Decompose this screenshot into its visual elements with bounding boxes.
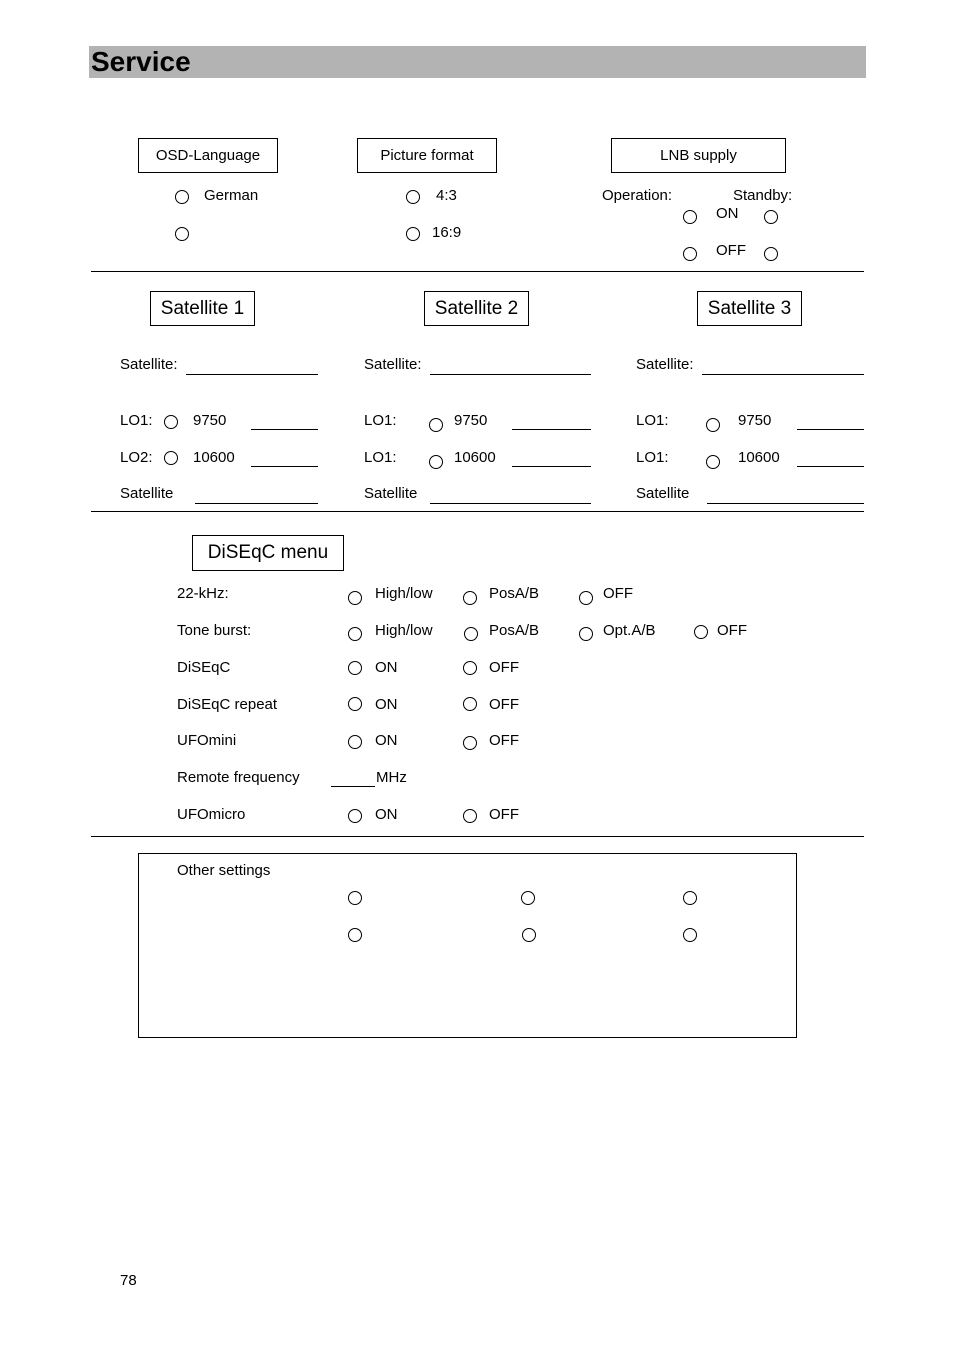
ufomini-off-label: OFF: [489, 732, 519, 749]
tone-optab-label: Opt.A/B: [603, 622, 656, 639]
tone-highlow-radio[interactable]: [348, 627, 362, 641]
other-radio-r2c2[interactable]: [522, 928, 536, 942]
sat3-lo-b-label: LO1:: [636, 449, 669, 466]
sat3-lo-a-field[interactable]: [797, 429, 864, 430]
sat3-lo-b-field[interactable]: [797, 466, 864, 467]
osd-german-label: German: [204, 187, 259, 204]
ufomini-label: UFOmini: [177, 732, 237, 749]
lnb-off-label: OFF: [716, 242, 746, 259]
sat1-satellite-field[interactable]: [186, 374, 318, 375]
sat2-lo-b-field[interactable]: [512, 466, 591, 467]
sat1-lo-b-field[interactable]: [251, 466, 318, 467]
lnb-operation-label: Operation:: [602, 187, 673, 204]
remote-label: Remote frequency: [177, 769, 300, 786]
sat1-satellite2-field[interactable]: [195, 503, 318, 504]
sat3-satellite2-field[interactable]: [707, 503, 864, 504]
other-settings-frame: [138, 853, 797, 1038]
sat1-satellite-label: Satellite:: [120, 356, 178, 373]
picture-16-9-label: 16:9: [432, 224, 462, 241]
repeat-off-radio[interactable]: [463, 697, 477, 711]
ufomicro-off-label: OFF: [489, 806, 519, 823]
satellite-3-box: Satellite 3: [697, 291, 802, 326]
sat3-satellite-label: Satellite:: [636, 356, 694, 373]
tone-off-label: OFF: [717, 622, 747, 639]
ufomicro-on-radio[interactable]: [348, 809, 362, 823]
osd-other-radio[interactable]: [175, 227, 189, 241]
sat2-lo-a-radio[interactable]: [429, 418, 443, 432]
osd-language-box: OSD-Language: [138, 138, 278, 173]
ufomicro-on-label: ON: [375, 806, 398, 823]
picture-4-3-radio[interactable]: [406, 190, 420, 204]
other-radio-r2c3[interactable]: [683, 928, 697, 942]
lnb-operation-on-radio[interactable]: [683, 210, 697, 224]
sat3-satellite-field[interactable]: [702, 374, 864, 375]
ufomicro-off-radio[interactable]: [463, 809, 477, 823]
other-settings-label: Other settings: [177, 862, 271, 879]
sat3-lo-a-label: LO1:: [636, 412, 669, 429]
divider-2: [91, 511, 864, 512]
sat1-satellite2-label: Satellite: [120, 485, 174, 502]
sat2-satellite-field[interactable]: [430, 374, 591, 375]
repeat-on-label: ON: [375, 696, 398, 713]
other-radio-r1c1[interactable]: [348, 891, 362, 905]
khz-highlow-radio[interactable]: [348, 591, 362, 605]
satellite-1-box: Satellite 1: [150, 291, 255, 326]
satellite-2-box: Satellite 2: [424, 291, 529, 326]
khz-posab-radio[interactable]: [463, 591, 477, 605]
osd-german-radio[interactable]: [175, 190, 189, 204]
sat3-lo-a-radio[interactable]: [706, 418, 720, 432]
other-radio-r1c2[interactable]: [521, 891, 535, 905]
sat3-lo-b-radio[interactable]: [706, 455, 720, 469]
lnb-supply-box: LNB supply: [611, 138, 786, 173]
picture-format-box: Picture format: [357, 138, 497, 173]
sat1-lo-b-value: 10600: [193, 449, 235, 466]
ufomini-on-label: ON: [375, 732, 398, 749]
sat2-lo-b-radio[interactable]: [429, 455, 443, 469]
diseqc-off-radio[interactable]: [463, 661, 477, 675]
sat2-satellite2-label: Satellite: [364, 485, 418, 502]
khz-label: 22-kHz:: [177, 585, 229, 602]
ufomini-off-radio[interactable]: [463, 736, 477, 750]
diseqc-off-label: OFF: [489, 659, 519, 676]
lnb-standby-label: Standby:: [733, 187, 793, 204]
section-header-bar: [89, 46, 866, 78]
repeat-label: DiSEqC repeat: [177, 696, 278, 713]
sat3-lo-a-value: 9750: [738, 412, 772, 429]
page-title: Service: [91, 46, 191, 77]
divider-3: [91, 836, 864, 837]
picture-16-9-radio[interactable]: [406, 227, 420, 241]
sat3-lo-b-value: 10600: [738, 449, 780, 466]
sat1-lo-b-radio[interactable]: [164, 451, 178, 465]
tone-off-radio[interactable]: [694, 625, 708, 639]
other-radio-r1c3[interactable]: [683, 891, 697, 905]
repeat-on-radio[interactable]: [348, 697, 362, 711]
diseqc-on-label: ON: [375, 659, 398, 676]
picture-4-3-label: 4:3: [436, 187, 457, 204]
tone-optab-radio[interactable]: [579, 627, 593, 641]
tone-posab-radio[interactable]: [464, 627, 478, 641]
sat2-satellite-label: Satellite:: [364, 356, 422, 373]
tone-label: Tone burst:: [177, 622, 252, 639]
khz-posab-label: PosA/B: [489, 585, 540, 602]
sat2-lo-a-value: 9750: [454, 412, 488, 429]
lnb-standby-on-radio[interactable]: [764, 210, 778, 224]
remote-unit: MHz: [376, 769, 407, 786]
sat2-lo-a-label: LO1:: [364, 412, 397, 429]
khz-off-radio[interactable]: [579, 591, 593, 605]
sat1-lo-a-field[interactable]: [251, 429, 318, 430]
remote-frequency-field[interactable]: [331, 786, 375, 787]
ufomini-on-radio[interactable]: [348, 735, 362, 749]
diseqc-label: DiSEqC: [177, 659, 231, 676]
diseqc-menu-box: DiSEqC menu: [192, 535, 344, 571]
ufomicro-label: UFOmicro: [177, 806, 246, 823]
sat1-lo-b-label: LO2:: [120, 449, 153, 466]
lnb-standby-off-radio[interactable]: [764, 247, 778, 261]
sat2-lo-b-label: LO1:: [364, 449, 397, 466]
sat2-satellite2-field[interactable]: [430, 503, 591, 504]
sat2-lo-a-field[interactable]: [512, 429, 591, 430]
diseqc-on-radio[interactable]: [348, 661, 362, 675]
divider-1: [91, 271, 864, 272]
lnb-operation-off-radio[interactable]: [683, 247, 697, 261]
page-number: 78: [120, 1272, 137, 1289]
khz-off-label: OFF: [603, 585, 633, 602]
tone-posab-label: PosA/B: [489, 622, 540, 639]
lnb-on-label: ON: [716, 205, 739, 222]
sat1-lo-a-radio[interactable]: [164, 415, 178, 429]
sat3-satellite2-label: Satellite: [636, 485, 690, 502]
other-radio-r2c1[interactable]: [348, 928, 362, 942]
khz-highlow-label: High/low: [375, 585, 433, 602]
sat2-lo-b-value: 10600: [454, 449, 496, 466]
tone-highlow-label: High/low: [375, 622, 433, 639]
sat1-lo-a-label: LO1:: [120, 412, 153, 429]
repeat-off-label: OFF: [489, 696, 519, 713]
sat1-lo-a-value: 9750: [193, 412, 227, 429]
